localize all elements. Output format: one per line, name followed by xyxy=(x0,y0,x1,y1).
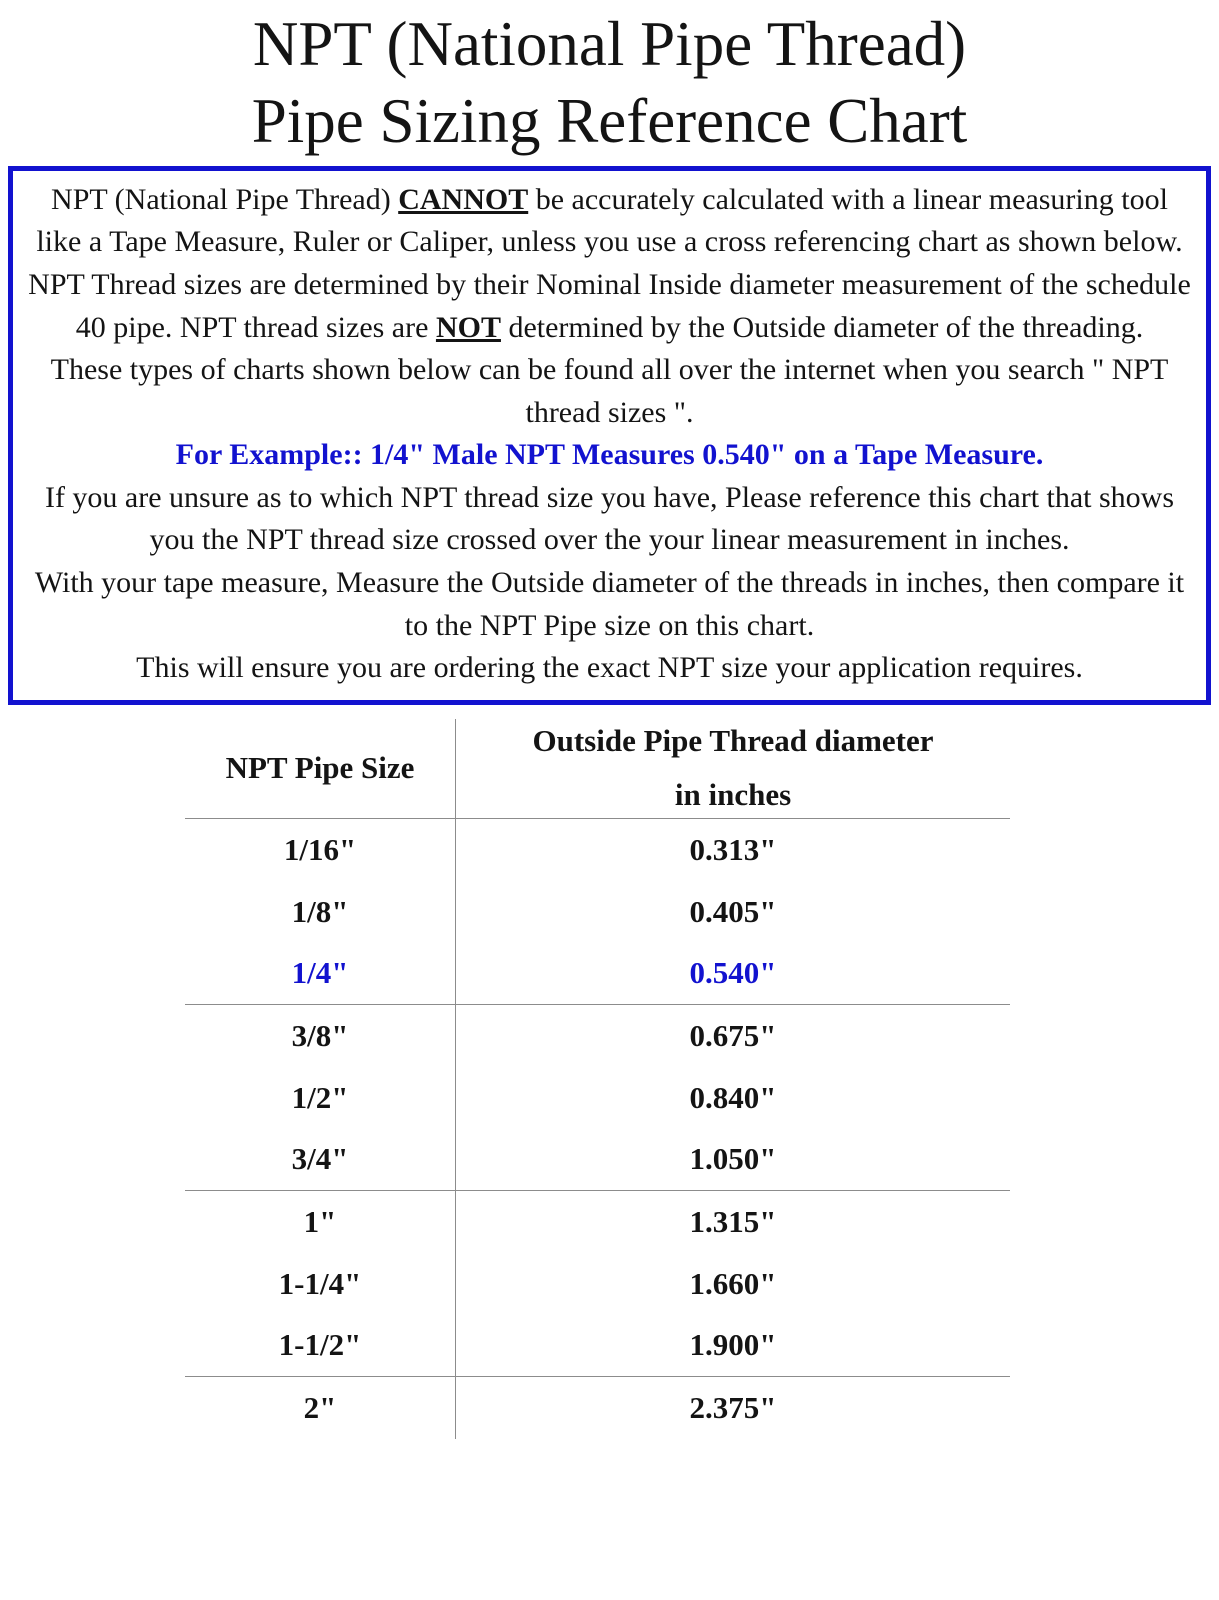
table-row xyxy=(185,819,1010,881)
table-row xyxy=(185,1129,1010,1191)
npt-size-cell: 2" xyxy=(303,1389,337,1425)
table-row xyxy=(185,1067,1010,1129)
npt-size-cell: 3/8" xyxy=(291,1017,349,1053)
npt-size-cell: 1-1/2" xyxy=(278,1327,362,1363)
intro-paragraph-5: With your tape measure, Measure the Outside diameter of the threads in inches, then compare it to the NPT Pipe size on this chart. xyxy=(34,566,1185,642)
npt-size-cell: 1/2" xyxy=(291,1079,349,1115)
intro-box xyxy=(8,166,1211,705)
intro-p1-text-3: determined by the Outside diameter of the threading. xyxy=(500,310,1144,344)
table-row xyxy=(185,881,1010,943)
diameter-cell: 1.900" xyxy=(455,1315,1010,1376)
diameter-cell: 0.840" xyxy=(455,1067,1010,1129)
header-outside-diameter-line2: in inches xyxy=(674,777,792,813)
page-title-line1: NPT (National Pipe Thread) xyxy=(252,9,967,79)
table-row xyxy=(185,1005,1010,1067)
intro-paragraph-2: These types of charts shown below can be found all over the internet when you search " NPT thread sizes ". xyxy=(50,353,1169,429)
page-title-line2: Pipe Sizing Reference Chart xyxy=(251,85,968,156)
npt-size-cell: 1/16" xyxy=(283,831,357,867)
intro-example-line: For Example:: 1/4" Male NPT Measures 0.540" on a Tape Measure. xyxy=(175,438,1044,472)
npt-size-cell: 3/4" xyxy=(291,1141,349,1177)
npt-size-cell: 1/8" xyxy=(291,893,349,929)
table-row xyxy=(185,943,1010,1005)
intro-paragraph-6: This will ensure you are ordering the exact NPT size your application requires. xyxy=(136,651,1083,685)
page-title xyxy=(0,0,1219,160)
pipe-size-table xyxy=(185,719,1010,1439)
npt-size-cell: 1" xyxy=(303,1203,337,1239)
npt-size-cell: 1/4" xyxy=(291,955,349,991)
table-row xyxy=(185,1191,1010,1253)
header-outside-diameter xyxy=(455,719,1010,818)
intro-paragraph-1 xyxy=(27,179,1192,349)
table-row xyxy=(185,1315,1010,1377)
diameter-cell: 1.050" xyxy=(455,1129,1010,1190)
diameter-cell: 0.405" xyxy=(455,881,1010,943)
npt-size-cell: 1-1/4" xyxy=(278,1265,362,1301)
intro-p1-emphasis-cannot: CANNOT xyxy=(398,182,529,216)
intro-p1-emphasis-not: NOT xyxy=(435,310,501,344)
intro-paragraph-4: If you are unsure as to which NPT thread size you have, Please reference this chart that shows you the NPT thread size crossed over the your linear measurement in inches. xyxy=(44,480,1175,557)
table-row xyxy=(185,1377,1010,1439)
intro-p1-text-2: be accurately calculated with a linear measuring tool like a Tape Measure, Ruler or Caliper, unless you use a cross referencing chart as shown below. NPT Thread sizes are determined by their Nominal Inside diameter measurement of the schedule 40 pipe. NPT thread sizes are xyxy=(28,182,1191,344)
diameter-cell: 0.675" xyxy=(455,1005,1010,1067)
diameter-cell: 0.540" xyxy=(455,943,1010,1004)
diameter-cell: 2.375" xyxy=(455,1377,1010,1439)
table-row xyxy=(185,1253,1010,1315)
diameter-cell: 1.315" xyxy=(455,1191,1010,1253)
diameter-cell: 0.313" xyxy=(455,819,1010,881)
header-outside-diameter-line1: Outside Pipe Thread diameter xyxy=(532,723,934,759)
intro-p1-text-1: NPT (National Pipe Thread) xyxy=(51,182,399,216)
header-npt-pipe-size: NPT Pipe Size xyxy=(225,750,415,786)
diameter-cell: 1.660" xyxy=(455,1253,1010,1315)
table-header-row xyxy=(185,719,1010,819)
